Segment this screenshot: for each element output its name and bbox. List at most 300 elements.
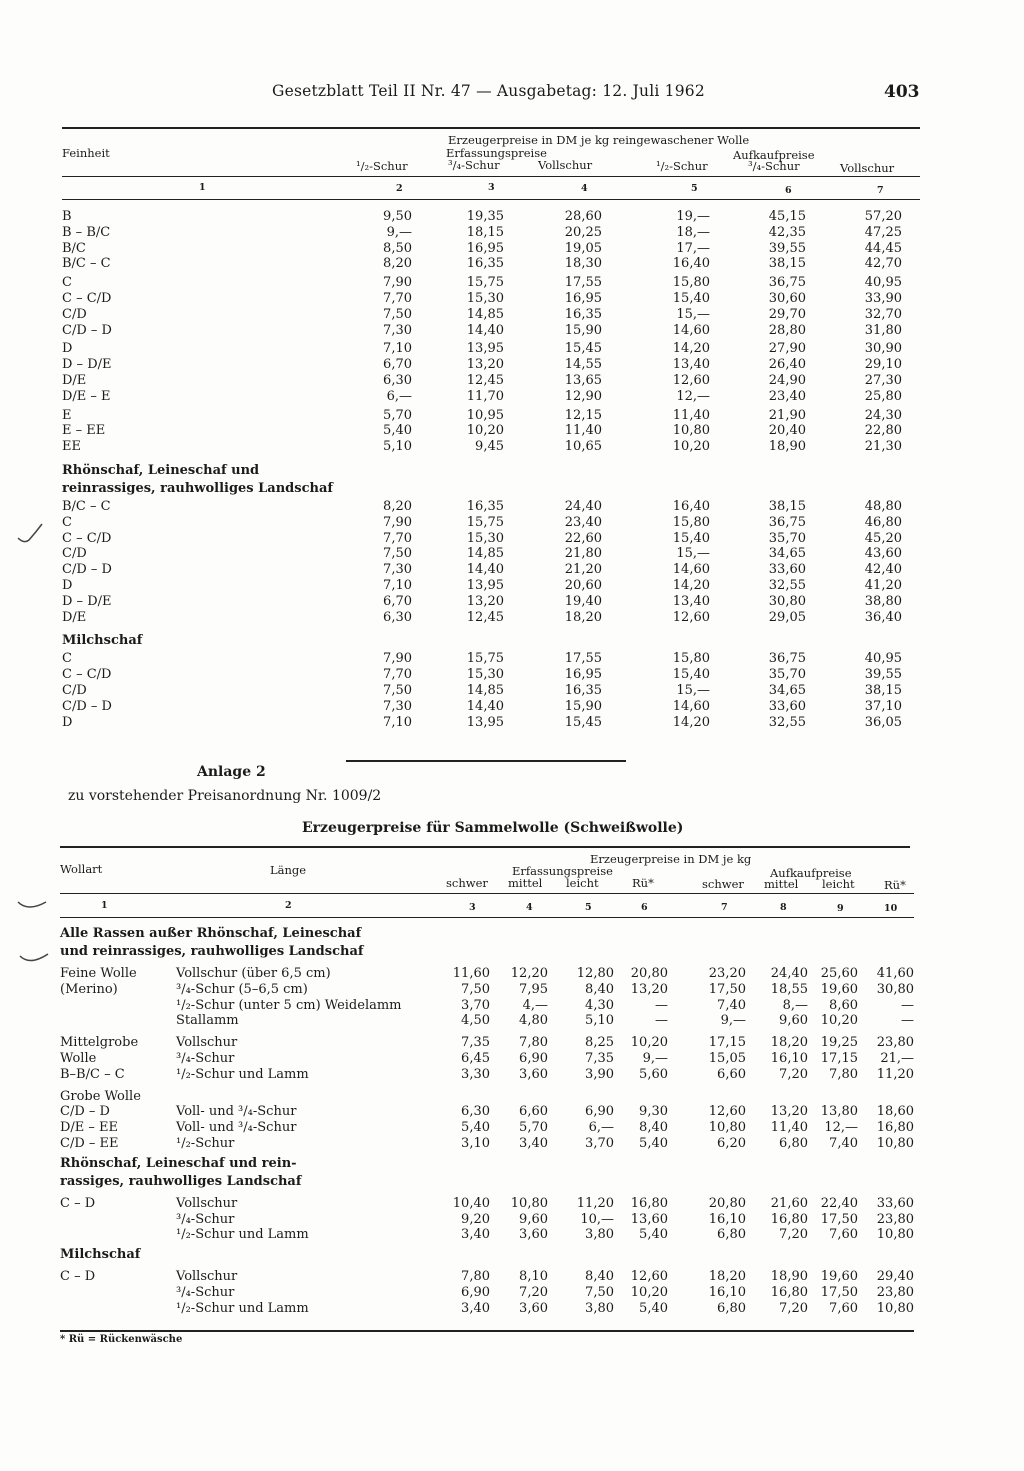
table-cell: 12,60	[630, 1269, 668, 1285]
length-label: Vollschur	[176, 1269, 238, 1285]
table2-head-top: Erzeugerpreise in DM je kg	[590, 852, 752, 866]
table-cell: 7,70	[383, 667, 412, 683]
table-cell: 13,20	[466, 357, 504, 373]
table2-section-title-text: rassiges, rauhwolliges Landschaf	[60, 1173, 302, 1189]
table-cell: —	[655, 1013, 668, 1029]
table-cell: 5,70	[519, 1120, 548, 1136]
table-row	[62, 341, 912, 357]
table-row	[62, 667, 912, 683]
table1-body	[62, 209, 912, 730]
table-cell: 14,60	[672, 562, 710, 578]
table-row	[60, 1104, 914, 1120]
table2-section-title-text: Alle Rassen außer Rhönschaf, Leineschaf	[60, 926, 362, 941]
table-cell: 7,70	[383, 530, 412, 546]
table-cell: 16,35	[466, 498, 504, 514]
table2-section-title	[60, 1247, 914, 1265]
table1-top-rule	[62, 127, 920, 129]
table-cell: 6,20	[717, 1135, 746, 1151]
table-cell: 25,60	[820, 966, 858, 981]
table-cell: 21,90	[768, 407, 806, 423]
table-cell: 21,60	[770, 1195, 808, 1211]
table-row	[60, 1136, 914, 1152]
table2-head-c6: Rü*	[632, 876, 654, 890]
table1-num-7: 7	[877, 185, 884, 196]
table-cell: 19,—	[676, 209, 710, 224]
table-cell: 10,20	[466, 423, 504, 439]
table-cell: 16,95	[564, 290, 602, 306]
table-cell: 45,20	[864, 530, 902, 546]
table-cell: 6,60	[519, 1104, 548, 1120]
table-row	[62, 291, 912, 307]
table-cell: 42,35	[768, 224, 806, 240]
table-cell: 19,35	[466, 209, 504, 224]
table-cell: 15,—	[676, 546, 710, 562]
table-cell: 7,50	[383, 546, 412, 562]
table-cell: 18,55	[770, 981, 808, 997]
table-cell: 18,20	[564, 609, 602, 625]
row-label: C – C/D	[62, 530, 112, 546]
table-cell: 8,20	[383, 498, 412, 514]
table-cell: 9,—	[642, 1050, 668, 1066]
table-cell: 6,70	[383, 357, 412, 373]
table-cell: 6,—	[386, 388, 412, 404]
table-cell: 7,80	[461, 1269, 490, 1285]
table-cell: 15,30	[466, 667, 504, 683]
table-cell: 15,75	[466, 514, 504, 530]
margin-check-mark-2	[14, 894, 50, 916]
table-cell: 15,45	[564, 714, 602, 730]
table2-footnote: * Rü = Rückenwäsche	[60, 1334, 183, 1345]
table-cell: 17,55	[564, 651, 602, 667]
table-cell: 13,20	[770, 1104, 808, 1120]
table-row	[60, 1089, 914, 1105]
table-cell: 33,60	[768, 562, 806, 578]
table-cell: 5,40	[383, 423, 412, 439]
table-cell: 10,80	[672, 423, 710, 439]
length-label: ³/₄-Schur	[176, 1211, 235, 1227]
table-cell: 5,10	[585, 1013, 614, 1029]
table-cell: 15,30	[466, 530, 504, 546]
table-cell: 12,45	[466, 609, 504, 625]
table-cell: 18,—	[676, 224, 710, 240]
table-cell: 8,50	[383, 240, 412, 256]
table-cell: 7,50	[383, 682, 412, 698]
row-label: C – D	[60, 1195, 96, 1211]
table-cell: 7,50	[461, 981, 490, 997]
table-cell: 3,70	[585, 1135, 614, 1151]
table-cell: 13,95	[466, 714, 504, 730]
table-cell: 15,80	[672, 275, 710, 291]
row-label: D/E – EE	[60, 1120, 119, 1136]
table-row	[60, 1212, 914, 1228]
length-label: ¹/₂-Schur und Lamm	[176, 1300, 309, 1316]
table2-section-title-text: Milchschaf	[60, 1247, 141, 1263]
table-cell: 11,20	[576, 1195, 614, 1211]
table-cell: 16,95	[564, 667, 602, 683]
table1-mid-rule	[62, 176, 920, 177]
table-cell: 6,60	[717, 1066, 746, 1082]
table-cell: —	[901, 1013, 914, 1029]
table-row	[62, 323, 912, 339]
table2-section-title-text: Rhönschaf, Leineschaf und rein-	[60, 1155, 297, 1171]
row-label: B/C – C	[62, 256, 111, 272]
table2-num-5: 5	[585, 902, 592, 913]
table-cell: 17,50	[708, 981, 746, 997]
table-cell: 23,80	[876, 1284, 914, 1300]
table-cell: 8,20	[383, 256, 412, 272]
length-label: ¹/₂-Schur und Lamm	[176, 1227, 309, 1243]
table1-num-1: 1	[199, 182, 206, 193]
table-cell: 9,50	[383, 209, 412, 224]
table1-group-title-text: Rhönschaf, Leineschaf und	[62, 462, 260, 478]
table-row	[62, 225, 912, 241]
table-row	[60, 1035, 914, 1051]
table-cell: 18,20	[708, 1269, 746, 1285]
length-label: ¹/₂-Schur	[176, 1135, 235, 1151]
table1-head-c4: Vollschur	[538, 158, 593, 172]
table-cell: 3,30	[461, 1066, 490, 1082]
table-cell: 35,70	[768, 530, 806, 546]
table-cell: 13,60	[630, 1211, 668, 1227]
table-row	[60, 1067, 914, 1083]
table-cell: 7,80	[519, 1035, 548, 1051]
table-cell: 23,20	[708, 966, 746, 981]
table-cell: 7,30	[383, 562, 412, 578]
table1-num-6: 6	[785, 185, 792, 196]
table-cell: 17,15	[708, 1035, 746, 1051]
table-cell: 25,80	[864, 388, 902, 404]
table2-section-title	[60, 944, 914, 962]
anlage-heading: Erzeugerpreise für Sammelwolle (Schweißwolle)	[302, 820, 684, 836]
table2-head-c9: leicht	[822, 877, 855, 891]
table-cell: 30,80	[768, 593, 806, 609]
margin-check-mark-3	[14, 944, 50, 970]
table1-head-c3: ³/₄-Schur	[448, 158, 500, 172]
table1-head-c2: ¹/₂-Schur	[356, 159, 408, 173]
table1-num-2: 2	[396, 183, 403, 194]
length-label: ³/₄-Schur	[176, 1050, 235, 1066]
table-cell: 15,40	[672, 530, 710, 546]
table-cell: 21,30	[864, 439, 902, 455]
table-cell: 14,20	[672, 714, 710, 730]
table-cell: 11,20	[876, 1066, 914, 1082]
table1-head-top: Erzeugerpreise in DM je kg reingewaschener Wolle	[448, 133, 750, 147]
table-cell: 16,80	[770, 1284, 808, 1300]
table2-section-title	[60, 926, 914, 944]
table-cell: 30,60	[768, 290, 806, 306]
table-cell: 28,80	[768, 322, 806, 338]
table-cell: 15,80	[672, 514, 710, 530]
table-cell: 10,20	[672, 439, 710, 455]
length-label: Stallamm	[176, 1013, 239, 1029]
table2-section	[60, 1247, 914, 1316]
table-cell: 20,40	[768, 423, 806, 439]
table2-num-4: 4	[526, 902, 533, 913]
table-cell: 26,40	[768, 357, 806, 373]
table2-head-wollart: Wollart	[60, 862, 103, 876]
table-cell: 39,55	[768, 240, 806, 256]
table-cell: 33,90	[864, 290, 902, 306]
row-label: D/E – E	[62, 388, 111, 404]
table-row	[62, 499, 912, 515]
table-cell: 16,40	[672, 498, 710, 514]
table-cell: 29,70	[768, 306, 806, 322]
length-label: Vollschur	[176, 1195, 238, 1211]
table-cell: 9,—	[386, 224, 412, 240]
table2-mid-rule	[60, 893, 914, 894]
row-label: B–B/C – C	[60, 1066, 125, 1082]
table1-num-3: 3	[488, 182, 495, 193]
table-cell: 13,65	[564, 372, 602, 388]
table-cell: 14,40	[466, 322, 504, 338]
table-cell: 40,95	[864, 651, 902, 667]
table-cell: 16,35	[564, 306, 602, 322]
table-cell: 38,15	[768, 498, 806, 514]
table1-end-rule	[346, 760, 626, 762]
table2-num-10: 10	[884, 903, 898, 914]
table-cell: 46,80	[864, 514, 902, 530]
row-label: E	[62, 407, 72, 423]
table-cell: 8,10	[519, 1269, 548, 1285]
table2-num-8: 8	[780, 902, 787, 913]
table2-head-c10: Rü*	[884, 878, 906, 892]
table-row	[60, 966, 914, 982]
table-cell: 6,45	[461, 1050, 490, 1066]
table-row	[60, 1013, 914, 1029]
table-cell: 10,95	[466, 407, 504, 423]
table-row	[62, 241, 912, 257]
row-label: C/D – D	[62, 698, 112, 714]
table-cell: 9,20	[461, 1211, 490, 1227]
table1-head-c6: ³/₄-Schur	[748, 159, 800, 173]
table-cell: 3,60	[519, 1066, 548, 1082]
table2-num-1: 1	[101, 900, 108, 911]
table-cell: 23,40	[564, 514, 602, 530]
length-label: Voll- und ³/₄-Schur	[176, 1104, 297, 1120]
table-cell: 24,30	[864, 407, 902, 423]
table-cell: 12,90	[564, 388, 602, 404]
table-cell: 12,20	[510, 966, 548, 981]
table-cell: 45,15	[768, 209, 806, 224]
anlage-title: Anlage 2	[197, 764, 266, 780]
table-cell: 11,40	[770, 1120, 808, 1136]
table2-num-3: 3	[469, 902, 476, 913]
table-cell: 7,90	[383, 651, 412, 667]
table-cell: 9,—	[720, 1013, 746, 1029]
table-cell: 3,10	[461, 1135, 490, 1151]
table2-section	[60, 1156, 914, 1243]
table-cell: 12,—	[676, 388, 710, 404]
table-cell: 34,65	[768, 682, 806, 698]
row-label: D/E	[62, 372, 87, 388]
table2-head-c3: schwer	[446, 876, 488, 890]
table1-head-erfassung: Erfassungspreise	[446, 146, 547, 160]
table-row	[62, 307, 912, 323]
table-cell: 19,05	[564, 240, 602, 256]
table-cell: 18,90	[768, 439, 806, 455]
table-cell: 14,85	[466, 682, 504, 698]
table-cell: 5,70	[383, 407, 412, 423]
table-cell: 14,85	[466, 546, 504, 562]
table-cell: 16,35	[564, 682, 602, 698]
table-cell: 13,95	[466, 341, 504, 357]
table2-head-c8: mittel	[764, 877, 799, 891]
table-row	[62, 578, 912, 594]
table1-group-title-text: Milchschaf	[62, 633, 143, 649]
table-cell: 6,30	[383, 372, 412, 388]
row-label: C/D	[62, 306, 87, 322]
table-cell: 22,60	[564, 530, 602, 546]
table-cell: 21,20	[564, 562, 602, 578]
table-cell: 12,60	[708, 1104, 746, 1120]
table-cell: 7,40	[829, 1135, 858, 1151]
row-label: C/D – D	[62, 562, 112, 578]
table-cell: 15,90	[564, 322, 602, 338]
table-cell: 3,60	[519, 1227, 548, 1243]
table-cell: 29,05	[768, 609, 806, 625]
table-cell: 29,10	[864, 357, 902, 373]
table-cell: 43,60	[864, 546, 902, 562]
row-label: D/E	[62, 609, 87, 625]
table-cell: 15,90	[564, 698, 602, 714]
table-row	[62, 699, 912, 715]
table-cell: 7,95	[519, 981, 548, 997]
table-cell: 36,75	[768, 514, 806, 530]
table-cell: 8,25	[585, 1035, 614, 1051]
table2-num-6: 6	[641, 902, 648, 913]
row-label: C/D – EE	[60, 1135, 119, 1151]
table2-section-title-text: und reinrassiges, rauhwolliges Landschaf	[60, 944, 364, 959]
table-cell: 10,65	[564, 439, 602, 455]
table-cell: 7,90	[383, 275, 412, 291]
table-cell: 7,50	[585, 1284, 614, 1300]
table1-group	[62, 209, 912, 272]
table-cell: 22,80	[864, 423, 902, 439]
table-cell: 15,05	[708, 1050, 746, 1066]
table-cell: 57,20	[864, 209, 902, 224]
row-label: D	[62, 577, 73, 593]
table1-head-c7: Vollschur	[840, 161, 895, 175]
table-cell: 12,15	[564, 407, 602, 423]
table-row	[60, 1227, 914, 1243]
table-row	[62, 546, 912, 562]
row-label: B	[62, 209, 72, 224]
table-cell: 12,60	[672, 372, 710, 388]
table-row	[62, 389, 912, 405]
table2-head-erfassung: Erfassungspreise	[512, 864, 613, 878]
page-number: 403	[884, 82, 920, 102]
row-label: C – C/D	[62, 290, 112, 306]
table2-section-title	[60, 1156, 914, 1174]
row-label: EE	[62, 439, 81, 455]
table-cell: 7,10	[383, 577, 412, 593]
table-cell: 16,10	[708, 1211, 746, 1227]
table-cell: 7,10	[383, 714, 412, 730]
table-cell: 15,40	[672, 290, 710, 306]
table-cell: 24,40	[564, 498, 602, 514]
table-cell: 18,20	[770, 1035, 808, 1051]
table-cell: 3,80	[585, 1300, 614, 1316]
table-cell: 16,80	[770, 1211, 808, 1227]
table-cell: 14,40	[466, 698, 504, 714]
table-cell: 37,10	[864, 698, 902, 714]
table-cell: 36,75	[768, 651, 806, 667]
table-row	[62, 515, 912, 531]
table-cell: 5,60	[639, 1066, 668, 1082]
table-cell: 27,90	[768, 341, 806, 357]
row-label: Wolle	[60, 1050, 97, 1066]
row-label: B – B/C	[62, 224, 111, 240]
table-cell: 15,30	[466, 290, 504, 306]
table-cell: 9,60	[519, 1211, 548, 1227]
table2-head-c7: schwer	[702, 877, 744, 891]
table-cell: 16,10	[770, 1050, 808, 1066]
margin-check-mark-1	[14, 522, 44, 548]
table-cell: 7,60	[829, 1227, 858, 1243]
table-cell: 3,60	[519, 1300, 548, 1316]
table-cell: 15,80	[672, 651, 710, 667]
table-cell: 36,40	[864, 609, 902, 625]
table-cell: 42,40	[864, 562, 902, 578]
table2-num-2: 2	[285, 900, 292, 911]
table-cell: 6,30	[461, 1104, 490, 1120]
table-row	[62, 275, 912, 291]
anlage-subtitle: zu vorstehender Preisanordnung Nr. 1009/2	[68, 788, 382, 804]
table-cell: 24,40	[770, 966, 808, 981]
table-cell: 6,—	[588, 1120, 614, 1136]
table-cell: 7,20	[779, 1066, 808, 1082]
row-label: D – D/E	[62, 593, 112, 609]
table-cell: 14,55	[564, 357, 602, 373]
table-row	[62, 256, 912, 272]
table-cell: 11,40	[564, 423, 602, 439]
table-cell: 5,40	[639, 1300, 668, 1316]
table-cell: 19,25	[820, 1035, 858, 1051]
table-cell: 20,80	[708, 1195, 746, 1211]
table-cell: 39,55	[864, 667, 902, 683]
table2-head-c4: mittel	[508, 876, 543, 890]
table-cell: 28,60	[564, 209, 602, 224]
table-cell: 17,—	[676, 240, 710, 256]
table-cell: 10,40	[452, 1195, 490, 1211]
table-cell: 17,50	[820, 1284, 858, 1300]
table1-group	[62, 275, 912, 338]
row-label: Mittelgrobe	[60, 1035, 139, 1051]
table-cell: 7,20	[519, 1284, 548, 1300]
table-cell: 48,80	[864, 498, 902, 514]
table2-section-title	[60, 1174, 914, 1192]
table-cell: 15,40	[672, 667, 710, 683]
table-cell: 12,80	[576, 966, 614, 981]
table-row	[62, 683, 912, 699]
table-cell: 32,55	[768, 577, 806, 593]
table-cell: 29,40	[876, 1269, 914, 1285]
length-label: Voll- und ³/₄-Schur	[176, 1120, 297, 1136]
length-label: ³/₄-Schur	[176, 1284, 235, 1300]
row-label: C	[62, 275, 72, 291]
table-cell: 9,45	[475, 439, 504, 455]
table-cell: 6,90	[585, 1104, 614, 1120]
row-label: (Merino)	[60, 981, 118, 997]
table-cell: 7,20	[779, 1227, 808, 1243]
table-cell: 5,40	[461, 1120, 490, 1136]
table-cell: 10,80	[876, 1227, 914, 1243]
length-label: Vollschur (über 6,5 cm)	[176, 966, 331, 981]
table-cell: 36,05	[864, 714, 902, 730]
table2-body	[60, 926, 914, 1317]
table-cell: 32,55	[768, 714, 806, 730]
table1-group-title	[62, 481, 912, 499]
